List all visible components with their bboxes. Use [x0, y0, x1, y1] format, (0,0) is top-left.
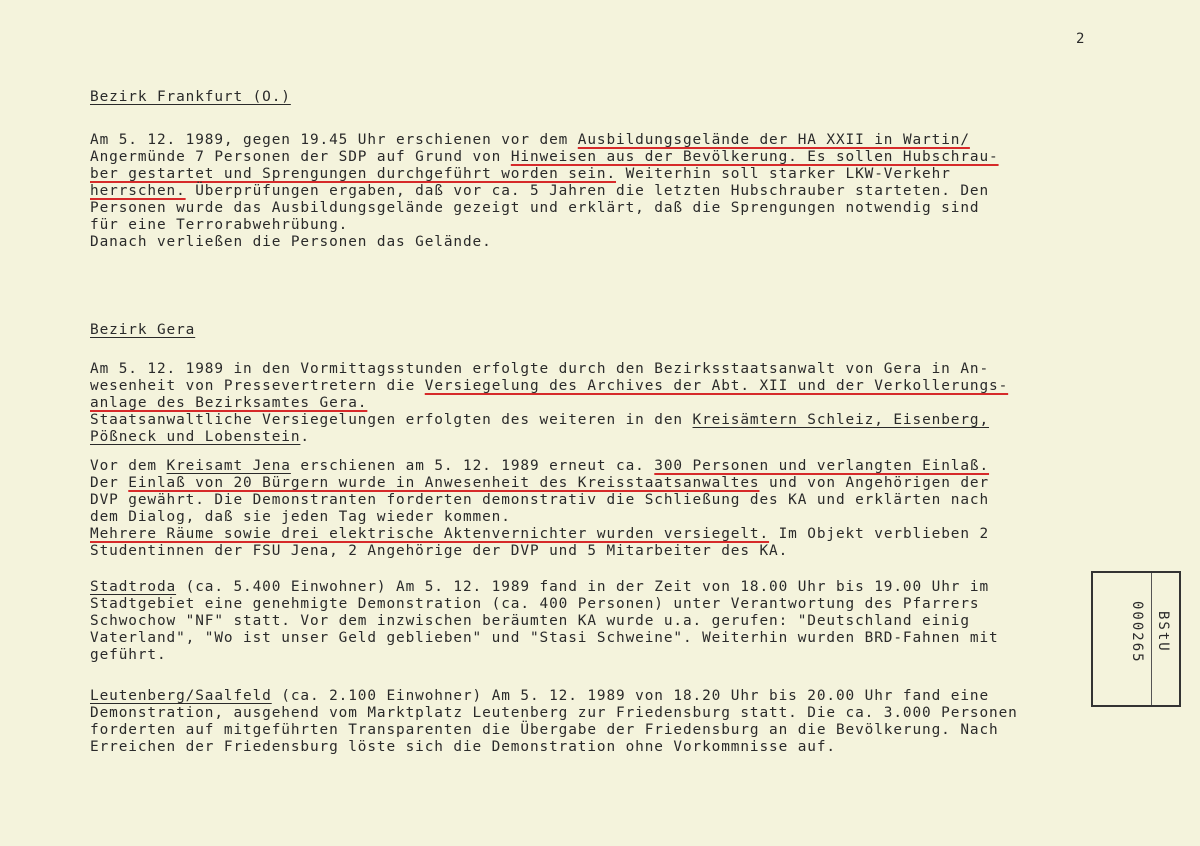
- gera-p1-line-5: Pößneck und Lobenstein.: [90, 429, 310, 445]
- gera-p2-line-3: DVP gewährt. Die Demonstranten forderten demonstrativ die Schließung des KA und erklärten nach: [90, 492, 990, 508]
- gera-p1-line-1: Am 5. 12. 1989 in den Vormittagsstunden erfolgte durch den Bezirksstaatsanwalt von Gera in An-: [90, 361, 990, 377]
- gera-p2-line-6: Studentinnen der FSU Jena, 2 Angehörige der DVP und 5 Mitarbeiter des KA.: [90, 543, 789, 559]
- frankfurt-line-5: Personen wurde das Ausbildungsgelände gezeigt und erklärt, daß die Sprengungen notwendig sind: [90, 200, 980, 216]
- gera-p4-line-3: forderten auf mitgeführten Transparenten die Übergabe der Friedensburg an die Bevölkerung. Nach: [90, 722, 999, 738]
- gera-p3-line-4: Vaterland", "Wo ist unser Geld geblieben" und "Stasi Schweine". Weiterhin wurden BRD-Fahnen mit: [90, 630, 999, 646]
- gera-p3-line-1: Stadtroda (ca. 5.400 Einwohner) Am 5. 12. 1989 fand in der Zeit von 18.00 Uhr bis 19.00 Uhr im: [90, 579, 990, 595]
- heading-frankfurt: Bezirk Frankfurt (O.): [90, 89, 291, 105]
- gera-p1-line-3: anlage des Bezirksamtes Gera.: [90, 395, 368, 411]
- stamp-label: BStU: [1155, 611, 1171, 653]
- gera-p4-line-4: Erreichen der Friedensburg löste sich die Demonstration ohne Vorkommnisse auf.: [90, 739, 836, 755]
- frankfurt-line-6: für eine Terrorabwehrübung.: [90, 217, 349, 233]
- gera-p2-line-4: dem Dialog, daß sie jeden Tag wieder kommen.: [90, 509, 511, 525]
- stamp-number: 000265: [1129, 601, 1145, 664]
- page-number: 2: [1076, 31, 1085, 47]
- gera-p1-line-4: Staatsanwaltliche Versiegelungen erfolgten des weiteren in den Kreisämtern Schleiz, Eisenberg,: [90, 412, 990, 428]
- gera-p3-line-5: geführt.: [90, 647, 167, 663]
- gera-p2-line-5: Mehrere Räume sowie drei elektrische Aktenvernichter wurden versiegelt. Im Objekt verblieben 2: [90, 526, 990, 542]
- gera-p2-line-1: Vor dem Kreisamt Jena erschienen am 5. 12. 1989 erneut ca. 300 Personen und verlangten Einlaß.: [90, 458, 990, 474]
- frankfurt-line-1: Am 5. 12. 1989, gegen 19.45 Uhr erschienen vor dem Ausbildungsgelände der HA XXII in Wartin/: [90, 132, 970, 148]
- gera-p2-line-2: Der Einlaß von 20 Bürgern wurde in Anwesenheit des Kreisstaatsanwaltes und von Angehörigen der: [90, 475, 990, 491]
- frankfurt-line-3: ber gestartet und Sprengungen durchgeführt worden sein. Weiterhin soll starker LKW-Verkehr: [90, 166, 951, 182]
- gera-p3-line-2: Stadtgebiet eine genehmigte Demonstration (ca. 400 Personen) unter Verantwortung des Pfarrers: [90, 596, 980, 612]
- frankfurt-line-2: Angermünde 7 Personen der SDP auf Grund von Hinweisen aus der Bevölkerung. Es sollen Hubschrau-: [90, 149, 999, 165]
- gera-p4-line-2: Demonstration, ausgehend vom Marktplatz Leutenberg zur Friedensburg statt. Die ca. 3.000 Personen: [90, 705, 1018, 721]
- heading-gera: Bezirk Gera: [90, 322, 196, 338]
- gera-p4-line-1: Leutenberg/Saalfeld (ca. 2.100 Einwohner) Am 5. 12. 1989 von 18.20 Uhr bis 20.00 Uhr fand eine: [90, 688, 990, 704]
- archive-stamp: [1091, 571, 1181, 707]
- gera-p3-line-3: Schwochow "NF" statt. Vor dem inzwischen beräumten KA wurde u.a. gerufen: "Deutschland einig: [90, 613, 970, 629]
- stamp-divider: [1151, 573, 1152, 705]
- frankfurt-line-7: Danach verließen die Personen das Gelände.: [90, 234, 492, 250]
- gera-p1-line-2: wesenheit von Pressevertretern die Versiegelung des Archives der Abt. XII und der Verkollerungs-: [90, 378, 1009, 394]
- frankfurt-line-4: herrschen. Überprüfungen ergaben, daß vor ca. 5 Jahren die letzten Hubschrauber starteten. Den: [90, 183, 990, 199]
